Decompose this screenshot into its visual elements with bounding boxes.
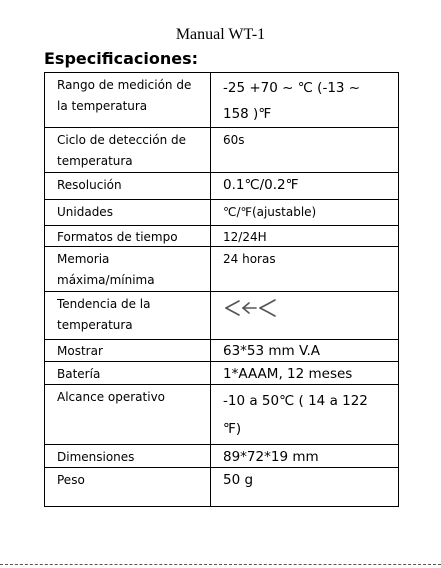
table-row: [45, 385, 399, 445]
table-row: [45, 73, 399, 128]
spec-value: 24 horas: [211, 247, 399, 292]
spec-label: Memoria máxima/mínima: [45, 247, 211, 292]
spec-value: 12/24H: [211, 226, 399, 247]
spec-value: 89*72*19 mm: [211, 445, 399, 468]
spec-label: Peso: [45, 468, 211, 507]
spec-label: Mostrar: [45, 340, 211, 362]
spec-value: 1*AAAM, 12 meses: [211, 362, 399, 385]
table-row: [45, 173, 399, 200]
spec-value: 50 g: [211, 468, 399, 507]
spec-label: Resolución: [45, 173, 211, 200]
table-row: [45, 445, 399, 468]
spec-table: [44, 72, 399, 507]
table-row: [45, 468, 399, 507]
spec-value: ℃/℉(ajustable): [211, 200, 399, 226]
spec-label: Dimensiones: [45, 445, 211, 468]
table-row: [45, 226, 399, 247]
spec-value: 60s: [211, 128, 399, 173]
section-title: Especificaciones:: [44, 49, 198, 68]
spec-label: Tendencia de la temperatura: [45, 292, 211, 340]
spec-label: Alcance operativo: [45, 385, 211, 445]
page-header: Manual WT-1: [175, 26, 266, 43]
spec-label: Unidades: [45, 200, 211, 226]
table-row: [45, 247, 399, 292]
spec-value: 0.1℃/0.2℉: [211, 173, 399, 200]
table-row: [45, 292, 399, 340]
table-row: [45, 128, 399, 173]
spec-label: Rango de medición de la temperatura: [45, 73, 211, 128]
table-row: [45, 200, 399, 226]
trend-arrows-icon: [223, 297, 283, 326]
spec-value: [211, 292, 399, 340]
spec-value: -25 +70 ~ ℃ (-13 ~ 158 )℉: [211, 73, 399, 128]
spec-label: Ciclo de detección de temperatura: [45, 128, 211, 173]
bottom-divider: [0, 564, 441, 565]
table-row: [45, 362, 399, 385]
spec-label: Formatos de tiempo: [45, 226, 211, 247]
table-row: [45, 340, 399, 362]
spec-label: Batería: [45, 362, 211, 385]
spec-value: -10 a 50℃ ( 14 a 122 ℉): [211, 385, 399, 445]
spec-value: 63*53 mm V.A: [211, 340, 399, 362]
